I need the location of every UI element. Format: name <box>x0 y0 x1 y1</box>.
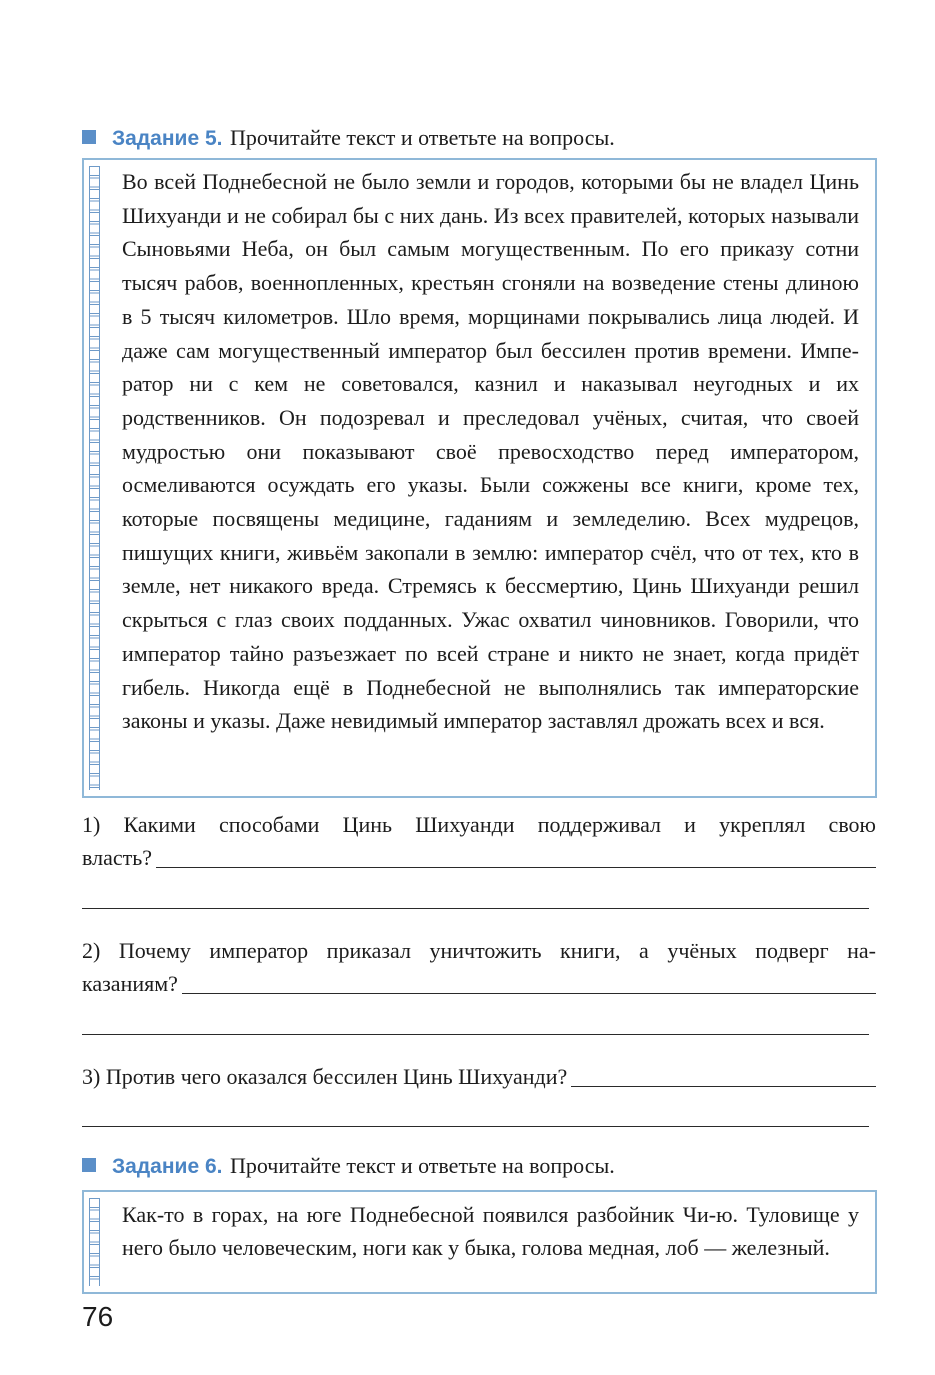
question-3-answer-line[interactable] <box>82 1126 869 1127</box>
square-bullet-icon <box>82 130 96 144</box>
question-2-answer-field[interactable] <box>182 975 876 994</box>
page-number: 76 <box>82 1301 114 1332</box>
square-bullet-icon <box>82 1158 96 1172</box>
task-5-heading <box>82 124 615 153</box>
question-1-text: 1) Какими способами Цинь Шихуанди поддерживал и укреплял свою <box>82 812 876 837</box>
question-2-text: 2) Почему император приказал уничтожить книги, а учёных подверг на- <box>82 938 876 963</box>
question-2 <box>82 934 876 1000</box>
task-6-text: Как-то в горах, на юге Поднебесной появился разбойник Чи-ю. Туловище у него было человеческим, ноги как у быка, голова медная, лоб — железный. <box>122 1202 859 1260</box>
checkered-border-icon <box>89 166 100 790</box>
task-5-text-box <box>82 158 877 798</box>
task-6-text-box <box>82 1190 877 1294</box>
task-6-instruction: Прочитайте текст и ответьте на вопросы. <box>229 1153 615 1178</box>
question-1-text-cont: власть? <box>82 845 153 870</box>
task-5-label: Задание 5. <box>112 127 223 150</box>
checkered-border-icon <box>89 1198 100 1286</box>
question-3-answer-field[interactable] <box>571 1068 876 1087</box>
question-3-text: 3) Против чего оказался бессилен Цинь Шихуанди? <box>82 1064 568 1089</box>
task-5-instruction: Прочитайте текст и ответьте на вопросы. <box>229 125 615 150</box>
task-6-heading <box>82 1152 615 1181</box>
task-6-label: Задание 6. <box>112 1155 223 1178</box>
question-3 <box>82 1060 876 1093</box>
question-2-answer-line[interactable] <box>82 1034 869 1035</box>
question-2-text-cont: казаниям? <box>82 971 178 996</box>
question-1-answer-field[interactable] <box>156 849 876 868</box>
question-1-answer-line[interactable] <box>82 908 869 909</box>
question-1 <box>82 808 876 874</box>
task-5-text: Во всей Поднебесной не было земли и городов, которыми бы не владел Цинь Шихуанди и не собирал бы с них дань. Из всех правителей, которых называли Сыновьями Неба, он был самым могущественным. По его приказу сотни тысяч рабов, военнопленных, крестьян сгоняли на возведение стены длиною в 5 тысяч километров. Шло время, морщинами покрывались лица людей. И даже сам могущественный император был бессилен против времени. Император ни с кем не советовался, казнил и наказывал неугодных и их родственников. Он подозревал и преследовал учёных, считая, что своей мудростью они показывают своё превосходство перед императором, осмеливаются осуждать его указы. Были сожжены все книги, кроме тех, которые посвящены медицине, гаданиям и земледелию. Всех мудрецов, пишущих книги, живьём закопали в землю: император счёл, что от тех, кто в земле, нет никакого вреда. Стремясь к бессмертию, Цинь Шихуанди решил скрыться с глаз своих подданных. Ужас охватил чиновников. Говорили, что император тайно разъезжает по всей стране и никто не знает, когда придёт гибель. Никогда ещё в Поднебесной не выполнялись так императорские законы и указы. Даже невидимый император заставлял дрожать всех и вся. <box>122 169 859 734</box>
